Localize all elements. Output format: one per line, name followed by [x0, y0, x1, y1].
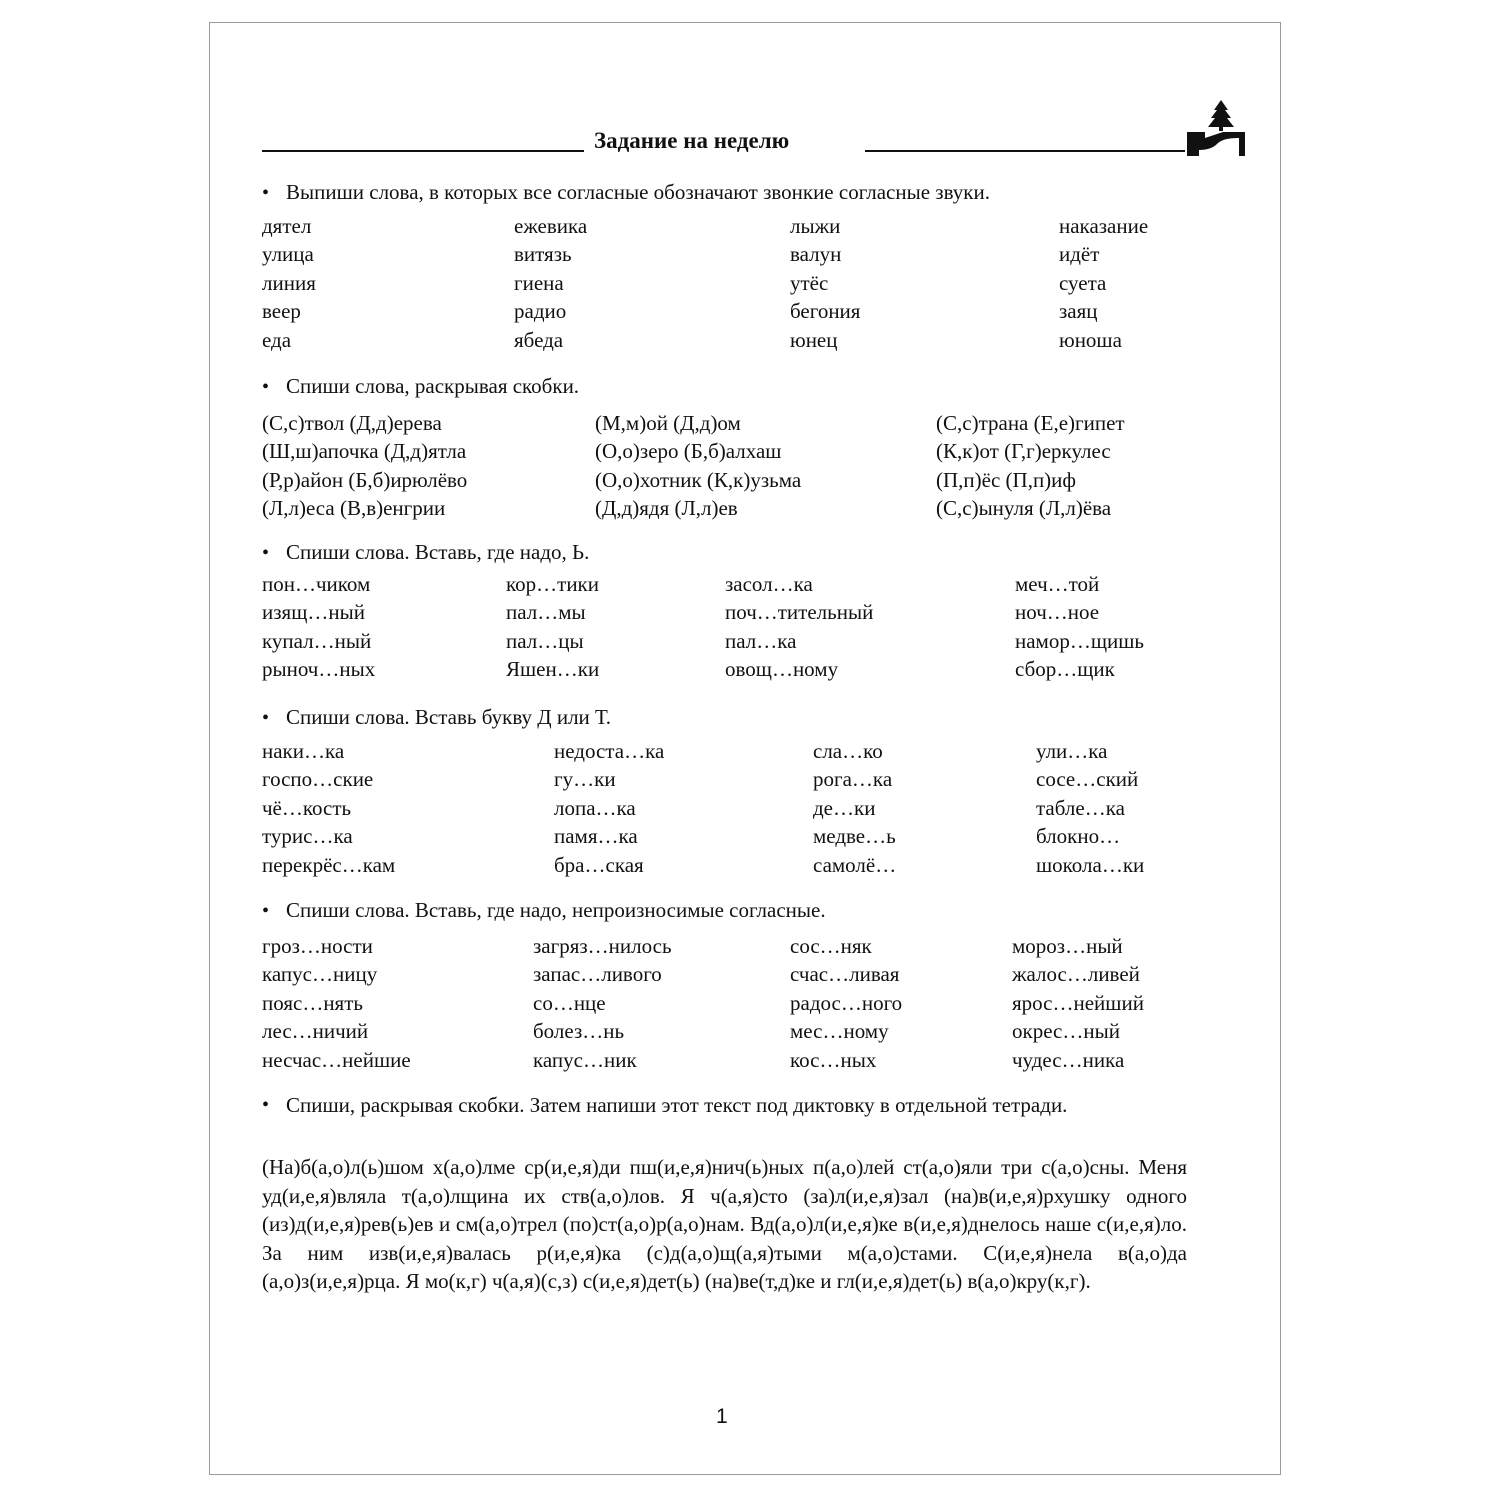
word: радио: [514, 299, 567, 324]
word: гу…ки: [554, 767, 616, 792]
word-column: [1015, 570, 1144, 684]
word: капус…ницу: [262, 962, 378, 987]
word-column: [1036, 737, 1144, 879]
bullet-icon: •: [262, 376, 270, 398]
word: наказание: [1059, 214, 1149, 238]
word: чудес…ника: [1012, 1047, 1125, 1072]
word: мороз…ный: [1012, 934, 1123, 958]
word: гиена: [514, 270, 564, 295]
word: памя…ка: [554, 824, 638, 849]
word: лес…ничий: [262, 1019, 369, 1044]
word: чё…кость: [262, 795, 352, 820]
word-column: [262, 212, 316, 354]
word: ежевика: [514, 214, 588, 238]
word: недоста…ка: [554, 739, 665, 763]
word: витязь: [514, 242, 572, 267]
word: медве…ь: [813, 824, 896, 849]
word: перекрёс…кам: [262, 852, 396, 877]
word: сла…ко: [813, 739, 883, 763]
word: валун: [790, 242, 842, 267]
bullet-icon: •: [262, 542, 270, 564]
task-3-text: Спиши слова. Вставь, где надо, Ь.: [286, 540, 590, 564]
word: дятел: [262, 214, 312, 238]
task-2-text: Спиши слова, раскрывая скобки.: [286, 374, 580, 398]
task-4-instruction: [262, 705, 611, 730]
word: пояс…нять: [262, 990, 363, 1015]
word: табле…ка: [1036, 795, 1125, 820]
word-column: [1059, 212, 1148, 354]
task-4-text: Спиши слова. Вставь букву Д или Т.: [286, 705, 612, 729]
word-column: [725, 570, 873, 684]
word: меч…той: [1015, 572, 1100, 596]
word: веер: [262, 299, 301, 324]
task-2-instruction: [262, 374, 579, 399]
word: капус…ник: [533, 1047, 637, 1072]
word: (Л,л)еса (В,в)енгрии: [262, 496, 446, 521]
word: кос…ных: [790, 1047, 877, 1072]
word: поч…тительный: [725, 600, 874, 625]
word: идёт: [1059, 242, 1100, 267]
task-6-instruction: [262, 1092, 1187, 1118]
word: рыноч…ных: [262, 657, 376, 682]
word: суета: [1059, 270, 1107, 295]
word: наки…ка: [262, 739, 345, 763]
page-number: 1: [716, 1405, 728, 1428]
word-column: [554, 737, 664, 879]
word: юнец: [790, 327, 838, 352]
word: (С,с)твол (Д,д)ерева: [262, 411, 442, 435]
word: бра…ская: [554, 852, 644, 877]
word: счас…ливая: [790, 962, 900, 987]
word: Яшен…ки: [506, 657, 600, 682]
word: ярос…нейший: [1012, 990, 1144, 1015]
word: ябеда: [514, 327, 564, 352]
word: (Р,р)айон (Б,б)ирюлёво: [262, 467, 468, 492]
word: (П,п)ёс (П,п)иф: [936, 467, 1077, 492]
word-column: [790, 932, 902, 1074]
word-column: [813, 737, 896, 879]
word: шокола…ки: [1036, 852, 1145, 877]
word-column: [262, 932, 411, 1074]
word: де…ки: [813, 795, 876, 820]
word: несчас…нейшие: [262, 1047, 411, 1072]
word: изящ…ный: [262, 600, 365, 625]
task-1-instruction: [262, 180, 990, 205]
word-column: [790, 212, 860, 354]
tree-road-icon: [1187, 100, 1245, 156]
word: купал…ный: [262, 628, 372, 653]
word: запас…ливого: [533, 962, 662, 987]
word: засол…ка: [725, 572, 813, 596]
word: болез…нь: [533, 1019, 625, 1044]
task-5-text: Спиши слова. Вставь, где надо, непроизносимые согласные.: [286, 898, 826, 922]
word: ноч…ное: [1015, 600, 1100, 625]
dictation-text: (На)б(а,о)л(ь)шом х(а,о)лме ср(и,е,я)ди пш(и,е,я)нич(ь)ных п(а,о)лей ст(а,о)яли три с(а,о)сны. Меня уд(и,е,я)вляла т(а,о)лщина их ств(а,о)лов. Я ч(а,я)сто (за)л(и,е,я)зал (на)в(и,е,я)рхушку одного (из)д(и,е,я)рев(ь)ев и см(а,о)трел (по)ст(а,о)р(а,о)нам. Вд(а,о)л(и,е,я)ке в(и,е,я)днелось наше с(и,е,я)ло. За ним изв(и,е,я)валась р(и,е,я)ка (с)д(а,о)щ(а,я)тыми м(а,о)стами. С(и,е,я)нела в(а,о)да (а,о)з(и,е,я)рца. Я мо(к,г) ч(а,я)(с,з) с(и,е,я)дет(ь) (на)ве(т,д)ке и гл(и,е,я)дет(ь) в(а,о)кру(к,г).: [262, 1155, 1187, 1293]
word: улица: [262, 242, 314, 267]
word: гроз…ности: [262, 934, 373, 958]
word: самолё…: [813, 852, 897, 877]
word: радос…ного: [790, 990, 903, 1015]
word: турис…ка: [262, 824, 353, 849]
word: еда: [262, 327, 292, 352]
word: (Д,д)ядя (Л,л)ев: [595, 496, 738, 521]
page-header: [262, 128, 1242, 160]
word: намор…щишь: [1015, 628, 1145, 653]
page-title: Задание на неделю: [594, 128, 790, 153]
word: (О,о)зеро (Б,б)алхаш: [595, 439, 782, 464]
word: (О,о)хотник (К,к)узьма: [595, 467, 802, 492]
word: пон…чиком: [262, 572, 371, 596]
word: сбор…щик: [1015, 657, 1115, 682]
word: (С,с)ынуля (Л,л)ёва: [936, 496, 1112, 521]
word: (К,к)от (Г,г)еркулес: [936, 439, 1111, 464]
task-6-text: Спиши, раскрывая скобки. Затем напиши этот текст под диктовку в отдельной тетради.: [286, 1093, 1068, 1117]
task-3-instruction: [262, 540, 589, 565]
word: сосе…ский: [1036, 767, 1139, 792]
word: пал…ка: [725, 628, 797, 653]
bullet-icon: •: [262, 707, 270, 729]
task-5-instruction: [262, 898, 826, 923]
word: ули…ка: [1036, 739, 1108, 763]
word: (Ш,ш)апочка (Д,д)ятла: [262, 439, 467, 464]
word-column: [533, 932, 672, 1074]
word: госпо…ские: [262, 767, 374, 792]
word-column: [514, 212, 587, 354]
word: юноша: [1059, 327, 1122, 352]
word: овощ…ному: [725, 657, 839, 682]
word: жалос…ливей: [1012, 962, 1140, 987]
header-rule-left: [262, 150, 584, 152]
word: пал…цы: [506, 628, 584, 653]
word: пал…мы: [506, 600, 586, 625]
word-column: [936, 409, 1125, 523]
word: рога…ка: [813, 767, 893, 792]
word: загряз…нилось: [533, 934, 672, 958]
word-column: [595, 409, 801, 523]
word-column: [1012, 932, 1144, 1074]
word: лопа…ка: [554, 795, 636, 820]
word: (М,м)ой (Д,д)ом: [595, 411, 741, 435]
word: утёс: [790, 270, 829, 295]
bullet-icon: •: [262, 182, 270, 204]
word: блокно…: [1036, 824, 1121, 849]
header-rule-right: [865, 150, 1185, 152]
word: кор…тики: [506, 572, 599, 596]
word: заяц: [1059, 299, 1098, 324]
bullet-icon: •: [262, 900, 270, 922]
word: окрес…ный: [1012, 1019, 1120, 1044]
word-column: [506, 570, 599, 684]
word: лыжи: [790, 214, 841, 238]
word: сос…няк: [790, 934, 872, 958]
word-column: [262, 409, 467, 523]
word: линия: [262, 270, 316, 295]
bullet-icon: •: [262, 1094, 270, 1116]
word: бегония: [790, 299, 861, 324]
word-column: [262, 570, 375, 684]
word: (С,с)трана (Е,е)гипет: [936, 411, 1125, 435]
task-1-text: Выпиши слова, в которых все согласные обозначают звонкие согласные звуки.: [286, 180, 990, 204]
word: со…нце: [533, 990, 606, 1015]
word: мес…ному: [790, 1019, 889, 1044]
word-column: [262, 737, 395, 879]
